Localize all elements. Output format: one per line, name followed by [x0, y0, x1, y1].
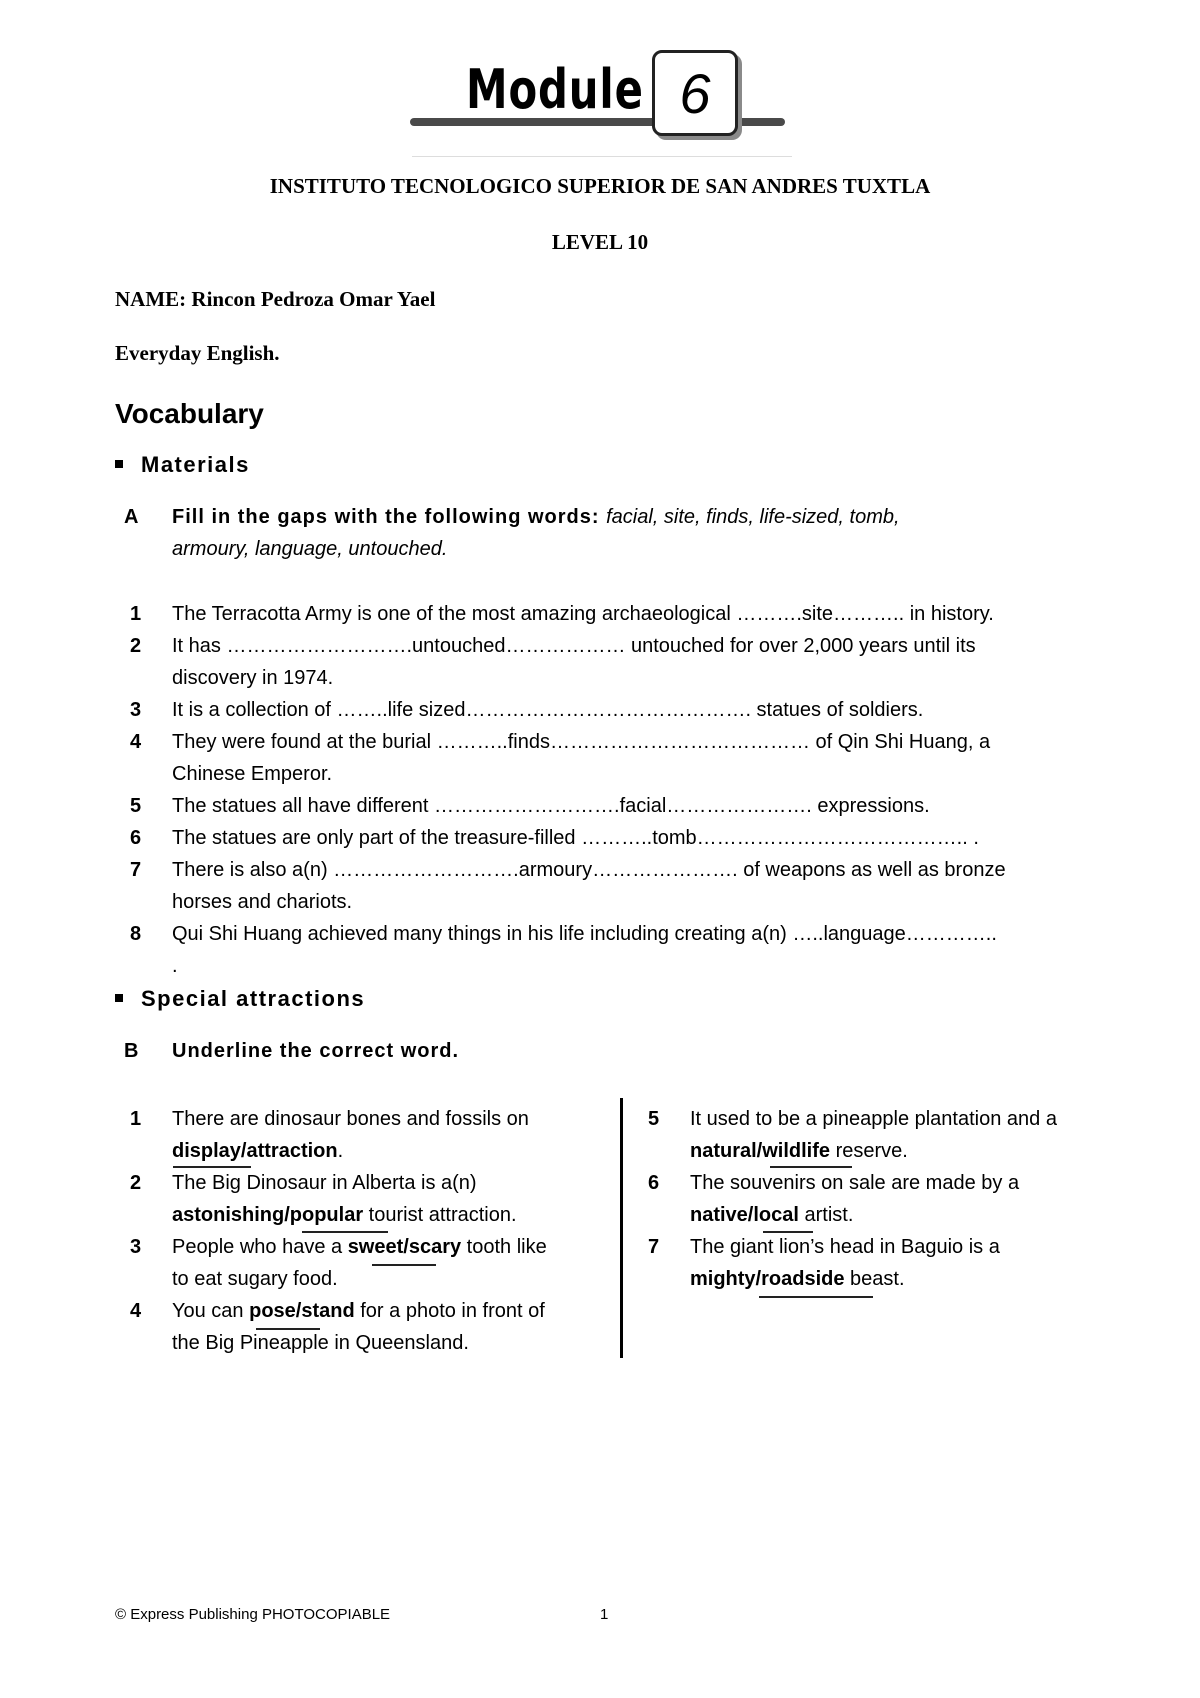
- section-materials: [115, 452, 250, 478]
- item-text: reserve.: [830, 1140, 908, 1162]
- item-text: .: [337, 1140, 344, 1162]
- item-text: the Big Pineapple in Queensland.: [172, 1332, 469, 1354]
- item-text: There is also a(n) ……………………….armoury…………………. of weapons as well as bronze: [172, 859, 1006, 881]
- answer-choices: mighty/roadside: [690, 1268, 845, 1290]
- section-special-attractions: [115, 986, 365, 1012]
- item-text: artist.: [798, 1204, 854, 1226]
- answer-underline: [759, 1296, 873, 1298]
- item-text-line2: [690, 1199, 853, 1231]
- item-number: 1: [130, 603, 142, 625]
- exercise-a-label: A: [124, 506, 139, 528]
- item-text: There are dinosaur bones and fossils on: [172, 1108, 529, 1130]
- item-number: 2: [130, 1172, 142, 1194]
- item-number: 6: [648, 1172, 660, 1194]
- answer-underline: [173, 1166, 251, 1168]
- item-text-line1: [172, 1167, 477, 1199]
- exercise-a-item: [130, 630, 1110, 694]
- module-number-box: [652, 50, 738, 136]
- exercise-b-item: [130, 1295, 610, 1359]
- exercise-a-instruction-text: Fill in the gaps with the following words:: [172, 506, 600, 528]
- exercise-b-item: [130, 1167, 610, 1231]
- item-number: 2: [130, 635, 142, 657]
- answer-choices: sweet/scary: [347, 1236, 462, 1258]
- item-number: 1: [130, 1108, 142, 1130]
- exercise-a-instruction: [172, 506, 900, 529]
- item-number: 3: [130, 699, 142, 721]
- item-text: They were found at the burial ………..finds………………………………… of Qin Shi Huang, a: [172, 731, 991, 753]
- item-text: The souvenirs on sale are made by a: [690, 1172, 1020, 1194]
- item-text: It is a collection of ……..life sized……………………………………. statues of soldiers.: [172, 699, 924, 721]
- answer-underline: [770, 1166, 852, 1168]
- item-text-line1: [172, 1295, 545, 1327]
- header-divider: [412, 156, 792, 157]
- item-text-line1: [690, 1167, 1019, 1199]
- footer-page-number: 1: [600, 1606, 609, 1623]
- item-text: Chinese Emperor.: [172, 763, 333, 785]
- item-text: The statues are only part of the treasure-filled ………..tomb………………………………….. .: [172, 827, 979, 849]
- exercise-a-wordlist-1: facial, site, finds, life-sized, tomb,: [606, 506, 900, 528]
- exercise-b-instruction: Underline the correct word.: [172, 1040, 460, 1062]
- exercise-a-item: [130, 790, 1110, 822]
- answer-underline: [372, 1264, 436, 1266]
- vocabulary-title: Vocabulary: [115, 398, 264, 429]
- item-text: The Terracotta Army is one of the most amazing archaeological ……….site……….. in history.: [172, 603, 994, 625]
- exercise-a-item: [130, 726, 1110, 790]
- item-number: 7: [648, 1236, 660, 1258]
- item-number: 5: [648, 1108, 660, 1130]
- item-text: horses and chariots.: [172, 891, 353, 913]
- level-label: LEVEL 10: [551, 230, 649, 254]
- course-title: Everyday English.: [115, 341, 280, 365]
- item-text-line2: [690, 1135, 908, 1167]
- item-text: discovery in 1974.: [172, 667, 334, 689]
- answer-choices: pose/stand: [249, 1300, 355, 1322]
- school-name: INSTITUTO TECNOLOGICO SUPERIOR DE SAN ANDRES TUXTLA: [269, 174, 931, 198]
- item-text: The Big Dinosaur in Alberta is a(n): [172, 1172, 477, 1194]
- footer-copyright: © Express Publishing PHOTOCOPIABLE: [115, 1606, 391, 1623]
- item-text: The giant lion’s head in Baguio is a: [690, 1236, 1000, 1258]
- item-text: It has ……………………….untouched……………… untouched for over 2,000 years until its: [172, 635, 976, 657]
- item-text-line1: [172, 1103, 529, 1135]
- answer-choices: display/attraction: [172, 1140, 338, 1162]
- item-number: 3: [130, 1236, 142, 1258]
- exercise-a-item: [130, 822, 1110, 854]
- answer-choices: astonishing/popular: [172, 1204, 364, 1226]
- section-materials-label: Materials: [141, 452, 250, 477]
- item-text: beast.: [844, 1268, 905, 1290]
- exercise-a-wordlist-2: armoury, language, untouched.: [172, 538, 448, 560]
- exercise-b-item: [648, 1103, 1118, 1167]
- item-number: 8: [130, 923, 142, 945]
- item-text: You can: [172, 1300, 250, 1322]
- item-number: 4: [130, 731, 142, 753]
- item-text: It used to be a pineapple plantation and a: [690, 1108, 1057, 1130]
- exercise-a-item: [130, 694, 1110, 726]
- item-text-line2: [172, 1199, 517, 1231]
- exercise-b-item: [648, 1231, 1118, 1295]
- item-text-line1: [172, 1231, 547, 1263]
- answer-choices: natural/wildlife: [690, 1140, 831, 1162]
- item-text-line1: [690, 1231, 1000, 1263]
- exercise-b-label: B: [124, 1040, 139, 1062]
- answer-choices: native/local: [690, 1204, 799, 1226]
- item-number: 5: [130, 795, 142, 817]
- item-text: tooth like: [461, 1236, 547, 1258]
- module-number: 6: [679, 61, 711, 125]
- item-text-line2: [172, 1135, 343, 1167]
- item-text: People who have a: [172, 1236, 348, 1258]
- item-text: for a photo in front of: [354, 1300, 545, 1322]
- item-text-line1: [690, 1103, 1057, 1135]
- bullet-icon: [115, 994, 123, 1002]
- exercise-b-item: [130, 1103, 610, 1167]
- answer-underline: [763, 1231, 813, 1233]
- student-name: NAME: Rincon Pedroza Omar Yael: [115, 287, 436, 311]
- exercise-a-item: [130, 598, 1110, 630]
- item-text: tourist attraction.: [363, 1204, 517, 1226]
- exercise-b-item: [648, 1167, 1118, 1231]
- item-text: .: [172, 955, 178, 977]
- answer-underline: [256, 1328, 320, 1330]
- exercise-a-wordlist-line2: [172, 538, 447, 561]
- item-number: 7: [130, 859, 142, 881]
- exercise-a-item: [130, 854, 1110, 918]
- bullet-icon: [115, 460, 123, 468]
- exercise-a-item: [130, 918, 1110, 982]
- item-text: Qui Shi Huang achieved many things in his life including creating a(n) …..language…………..: [172, 923, 997, 945]
- answer-underline: [302, 1231, 388, 1233]
- module-label: Module: [466, 58, 644, 121]
- item-text: to eat sugary food.: [172, 1268, 338, 1290]
- item-text-line2: [172, 1327, 469, 1359]
- section-special-attractions-label: Special attractions: [141, 986, 366, 1011]
- exercise-b-item: [130, 1231, 610, 1295]
- item-number: 6: [130, 827, 142, 849]
- item-number: 4: [130, 1300, 142, 1322]
- column-divider: [620, 1098, 623, 1358]
- item-text: The statues all have different ……………………….facial…………………. expressions.: [172, 795, 930, 817]
- item-text-line2: [172, 1263, 338, 1295]
- item-text-line2: [690, 1263, 905, 1295]
